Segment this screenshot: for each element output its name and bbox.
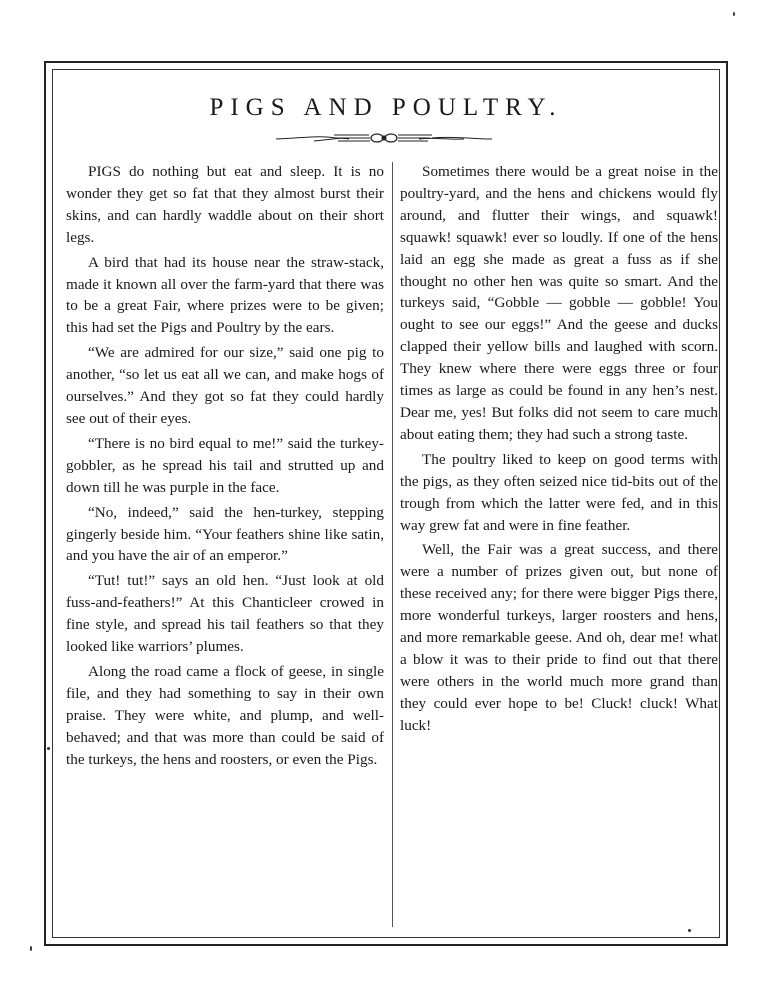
page-title: PIGS AND POULTRY. — [209, 94, 563, 121]
print-speck — [47, 747, 50, 750]
paragraph: “No, indeed,” said the hen-turkey, stepping gingerly beside him. “Your feathers shine like satin, and you have the air of an emperor.” — [66, 503, 384, 565]
print-speck — [733, 12, 735, 16]
paragraph: The poultry liked to keep on good terms with the pigs, as they often seized nice tid-bits out of the trough from which the latter were fed, and in this way grew fat and were in fine feather. — [400, 450, 718, 534]
column-divider — [392, 162, 393, 927]
right-column — [400, 161, 718, 740]
paragraph: Sometimes there would be a great noise in the poultry-yard, and the hens and chickens would fly around, and flutter their wings, and squawk! squawk! squawk! ever so loudly. If one of the hens laid an egg she made as great a fuss as if she thought no other hen was quite so smart. And the turkeys said, “Gobble — gobble — gobble! You ought to see our eggs!” And the geese and ducks clapped their yellow bills and laughed with scorn. They knew where there were eggs three or four times as large as could be found in any hen’s nest. Dear me, yes! But folks did not seem to care much about eating them; they had such a strong taste. — [400, 163, 718, 443]
paragraph: “We are admired for our size,” said one pig to another, “so let us eat all we can, and make hogs of ourselves.” And they got so fat they could hardly see out of their eyes. — [66, 344, 384, 427]
paragraph: “There is no bird equal to me!” said the turkey-gobbler, as he spread his tail and strutted up and down till he was purple in the face. — [66, 434, 384, 496]
paragraph: PIGS do nothing but eat and sleep. It is no wonder they get so fat that they almost burst their skins, and can hardly waddle about on their short legs. — [66, 163, 384, 246]
paragraph: Along the road came a flock of geese, in single file, and they had something to say in their own praise. They were white, and plump, and well-behaved; and that was more than could be said of the turkeys, the hens and roosters, or even the Pigs. — [66, 662, 384, 768]
print-speck — [30, 946, 32, 951]
paragraph: Well, the Fair was a great success, and there were a number of prizes given out, but none of these received any; for there were bigger Pigs there, more wonderful turkeys, larger roosters and hens, and more remarkable geese. And oh, dear me! what a blow it was to their pride to find out that there were others in the world much more grand than they could ever hope to be! Cluck! cluck! What luck! — [400, 541, 718, 734]
paragraph: A bird that had its house near the straw-stack, made it known all over the farm-yard that there was to be a great Fair, where prizes were to be given; this had set the Pigs and Poultry by the ears. — [66, 253, 384, 337]
left-column — [66, 161, 384, 773]
title-ornament-icon — [274, 130, 494, 146]
paragraph: “Tut! tut!” says an old hen. “Just look at old fuss-and-feathers!” At this Chanticleer crowed in fine style, and spread his tail feathers so that they looked like warriors’ plumes. — [66, 572, 384, 656]
print-speck — [688, 929, 691, 932]
